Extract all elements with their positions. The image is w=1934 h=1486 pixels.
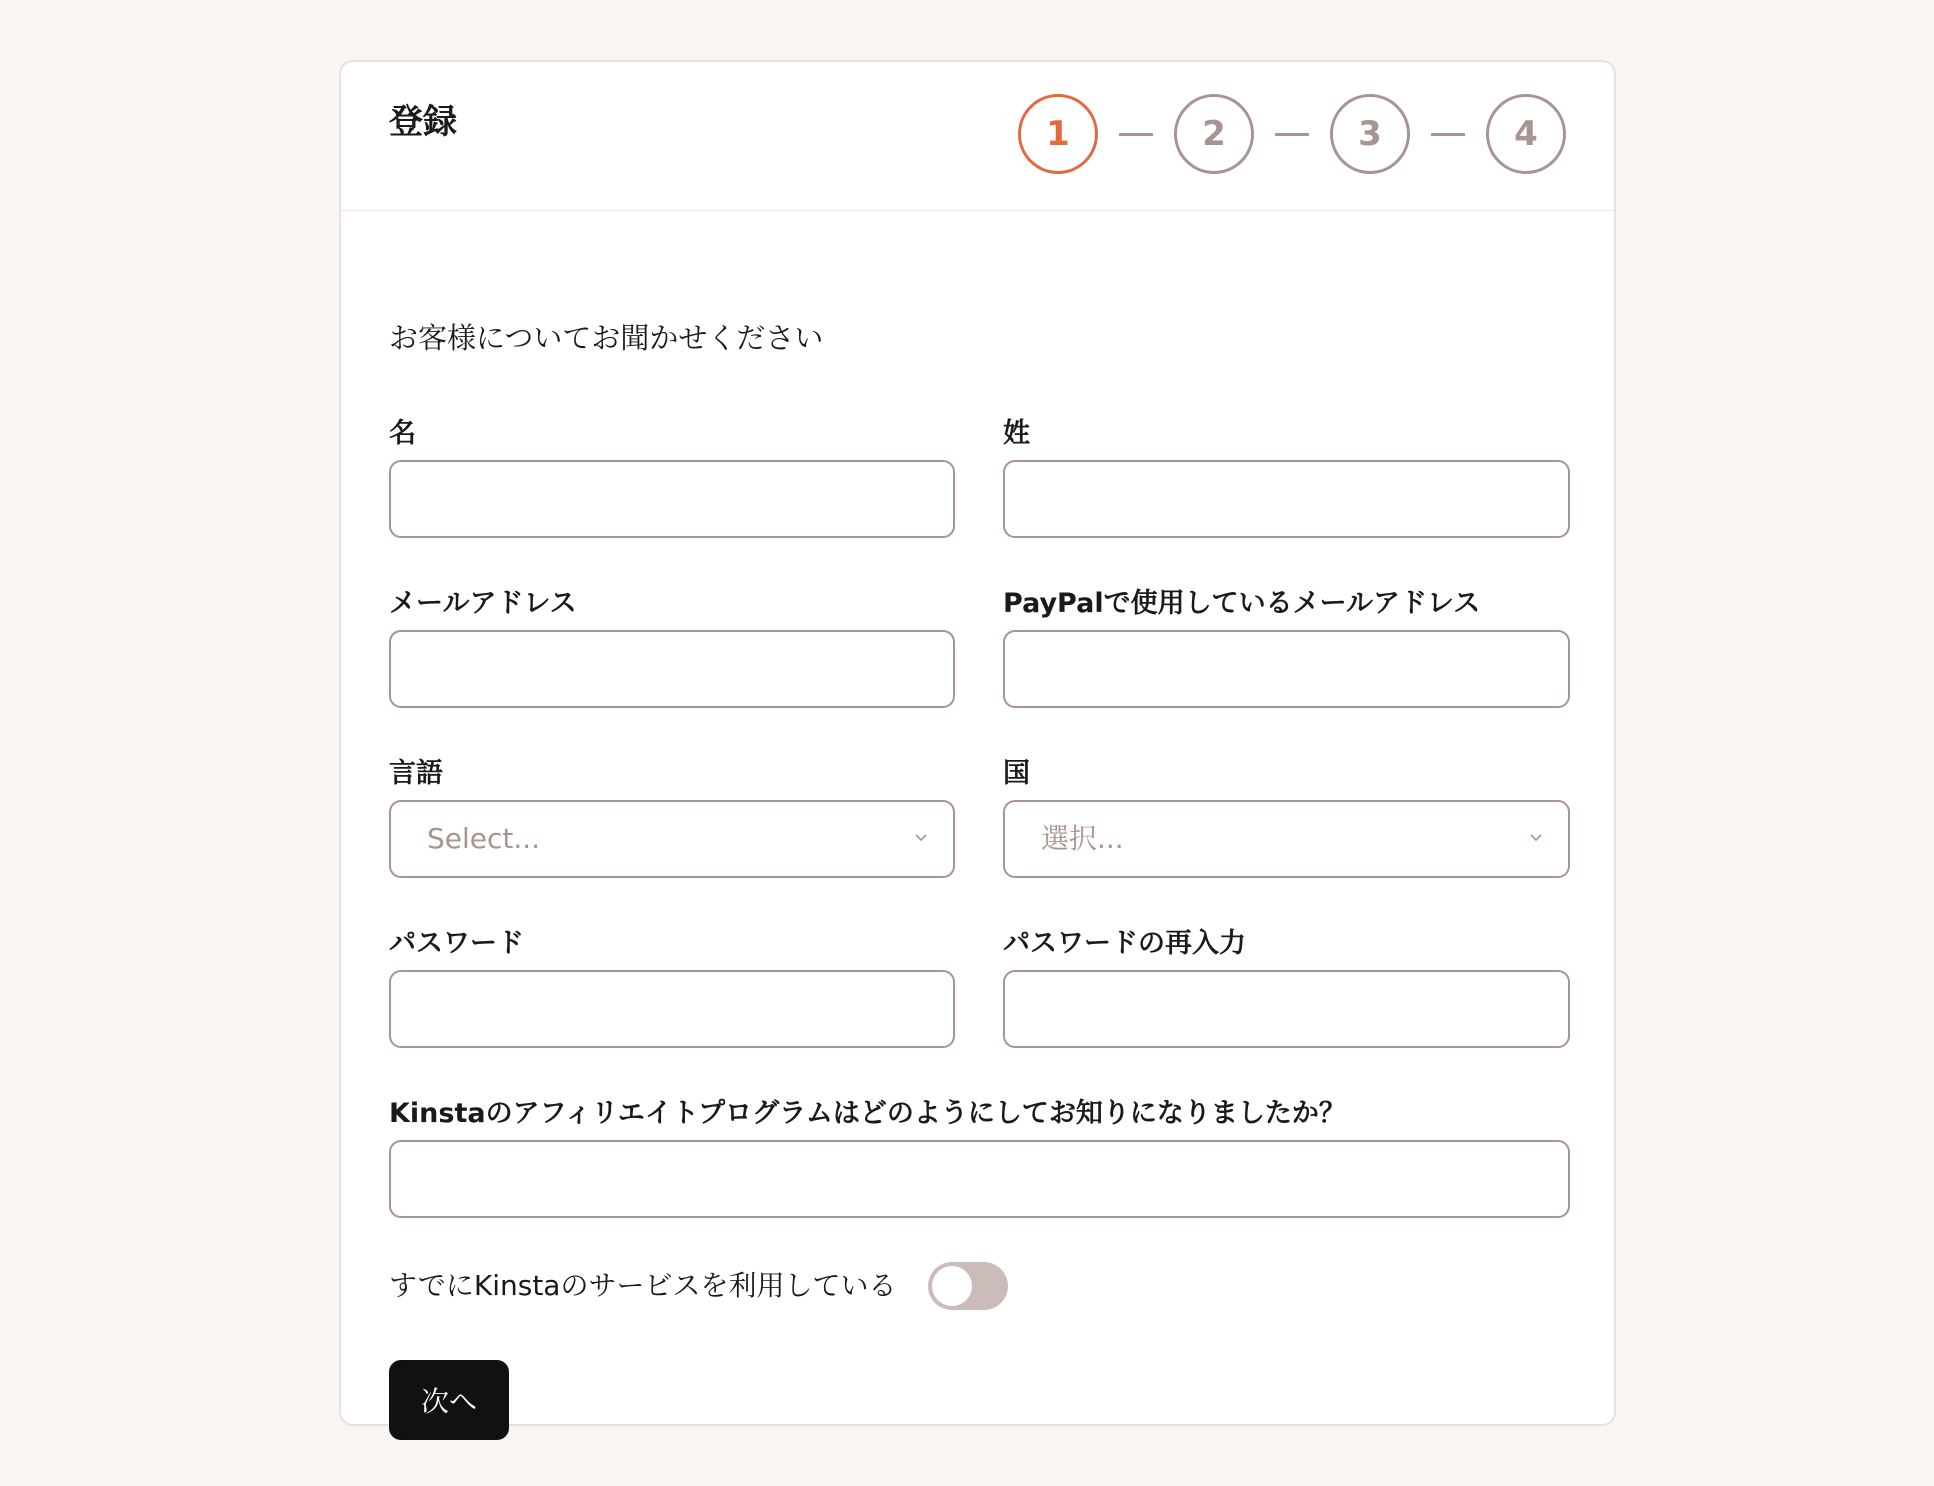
first-name-input[interactable] <box>389 460 955 538</box>
language-select-placeholder: Select... <box>427 822 541 855</box>
existing-customer-toggle[interactable] <box>928 1262 1008 1310</box>
first-name-label: 名 <box>389 418 416 449</box>
paypal-email-label: PayPalで使用しているメールアドレス <box>1003 588 1481 619</box>
password-input[interactable] <box>389 970 955 1048</box>
referral-label: Kinstaのアフィリエイトプログラムはどのようにしてお知りになりましたか？ <box>389 1098 1346 1129</box>
step-2: 2 <box>1174 94 1254 174</box>
language-label: 言語 <box>389 758 443 789</box>
existing-customer-row <box>389 1262 1008 1310</box>
card-header <box>341 62 1614 211</box>
password-confirm-label: パスワードの再入力 <box>1003 928 1246 959</box>
chevron-down-icon <box>1528 830 1544 846</box>
country-select-placeholder: 選択... <box>1041 822 1124 855</box>
last-name-label: 姓 <box>1003 418 1030 449</box>
paypal-email-group <box>1003 586 1570 708</box>
country-group <box>1003 756 1570 878</box>
password-group <box>389 926 955 1048</box>
country-select[interactable] <box>1003 800 1570 878</box>
page-title: 登録 <box>389 102 457 142</box>
referral-group <box>389 1096 1570 1218</box>
email-label: メールアドレス <box>389 588 577 619</box>
step-separator <box>1275 133 1309 136</box>
first-name-group <box>389 416 955 538</box>
email-input[interactable] <box>389 630 955 708</box>
toggle-knob <box>932 1266 972 1306</box>
referral-input[interactable] <box>389 1140 1570 1218</box>
paypal-email-input[interactable] <box>1003 630 1570 708</box>
step-1: 1 <box>1018 94 1098 174</box>
step-3: 3 <box>1330 94 1410 174</box>
password-label: パスワード <box>389 928 524 959</box>
password-confirm-group <box>1003 926 1570 1048</box>
language-group <box>389 756 955 878</box>
password-confirm-input[interactable] <box>1003 970 1570 1048</box>
step-separator <box>1431 133 1465 136</box>
step-separator <box>1119 133 1153 136</box>
language-select[interactable] <box>389 800 955 878</box>
existing-customer-label: すでにKinstaのサービスを利用している <box>389 1269 897 1302</box>
next-button[interactable]: 次へ <box>389 1360 509 1440</box>
step-4: 4 <box>1486 94 1566 174</box>
chevron-down-icon <box>913 830 929 846</box>
form-subtitle: お客様についてお聞かせください <box>389 321 824 355</box>
last-name-input[interactable] <box>1003 460 1570 538</box>
email-group <box>389 586 955 708</box>
last-name-group <box>1003 416 1570 538</box>
registration-card <box>339 60 1616 1426</box>
progress-stepper <box>1018 94 1566 174</box>
country-label: 国 <box>1003 758 1030 789</box>
